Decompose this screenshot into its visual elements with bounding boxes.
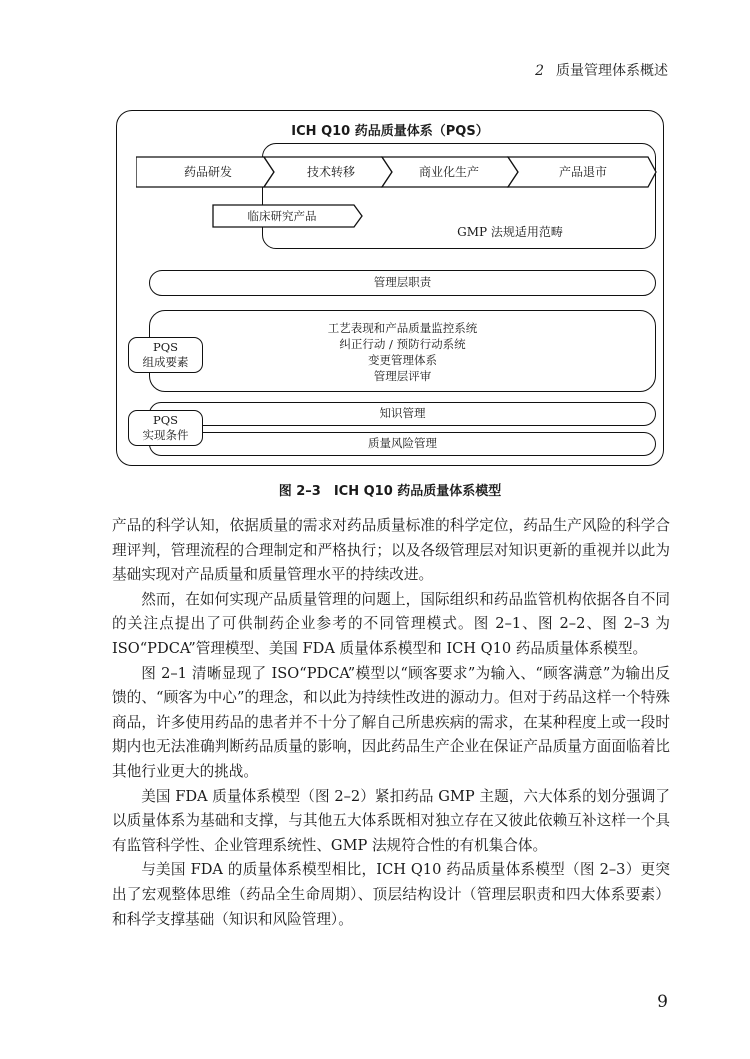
figure-title: ICH Q10 药品质量体系（PQS） (291, 124, 489, 139)
paragraph: 产品的科学认知，依据质量的需求对药品质量标准的科学定位，药品生产风险的科学合理评判，管理流程的合理制定和严格执行；以及各级管理层对知识更新的重视并以此为基础实现对产品质量和质量管理水平的持续改进。 (112, 517, 670, 584)
page-number: 9 (657, 992, 668, 1012)
management-responsibility-bar (149, 270, 656, 296)
paragraph: 美国 FDA 质量体系模型（图 2–2）紧扣药品 GMP 主题，六大体系的划分强调了以质量体系为基础和支撑，与其他五大体系既相对独立存在又彼此依赖互补这样一个具有监管科学性、企业管理系统性、GMP 法规符合性的有机集合体。 (112, 787, 670, 854)
pqs-components-label-2: 组成要素 (142, 355, 189, 369)
pqs-element-3: 变更管理体系 (368, 353, 437, 367)
figure-caption: 图 2–3 ICH Q10 药品质量体系模型 (278, 484, 502, 499)
pqs-components-label-1: PQS (152, 340, 179, 354)
chapter-number: 2 (535, 63, 544, 79)
chapter-title: 质量管理体系概述 (556, 63, 668, 79)
gmp-scope-label: GMP 法规适用范畴 (457, 225, 563, 239)
pqs-elements-box (149, 310, 656, 392)
pqs-element-4: 管理层评审 (373, 369, 432, 383)
pqs-enablers-box (128, 410, 203, 446)
quality-risk-management-label: 质量风险管理 (368, 436, 437, 450)
stage-tech-transfer: 技术转移 (306, 165, 355, 179)
knowledge-management-bar (149, 402, 656, 426)
pqs-element-1: 工艺表现和产品质量监控系统 (327, 321, 478, 335)
quality-risk-management-bar (149, 432, 656, 456)
management-responsibility-label: 管理层职责 (373, 275, 432, 289)
paragraph: 与美国 FDA 的质量体系模型相比，ICH Q10 药品质量体系模型（图 2–3）更突出了宏观整体思维（药品全生命周期）、顶层结构设计（管理层职责和四大体系要素）和科学支撑基础（知识和风险管理）。 (112, 861, 670, 928)
running-header (535, 60, 668, 80)
pqs-element-2: 纠正行动 / 预防行动系统 (339, 337, 466, 351)
pqs-enablers-label-1: PQS (152, 413, 179, 427)
stage-commercial: 商业化生产 (418, 165, 479, 179)
stage-rd: 药品研发 (183, 165, 232, 179)
knowledge-management-label: 知识管理 (379, 406, 426, 420)
clinical-label: 临床研究产品 (247, 209, 317, 223)
stage-discontinuation: 产品退市 (558, 165, 607, 179)
paragraph: 然而，在如何实现产品质量管理的问题上，国际组织和药品监管机构依据各自不同的关注点提出了可供制药企业参考的不同管理模式。图 2–1、图 2–2、图 2–3 为 ISO“PDCA”管理模型、美国 FDA 质量体系模型和 ICH Q10 药品质量体系模型。 (112, 590, 670, 657)
paragraph: 图 2–1 清晰显现了 ISO“PDCA”模型以“顾客要求”为输入、“顾客满意”为输出反馈的、“顾客为中心”的理念，和以此为持续性改进的源动力。但对于药品这样一个特殊商品，许多使用药品的患者并不十分了解自己所患疾病的需求，在某种程度上或一段时期内也无法准确判断药品质量的影响，因此药品生产企业在保证产品质量方面面临着比其他行业更大的挑战。 (112, 664, 670, 780)
pqs-components-box (128, 337, 203, 373)
body-text (112, 514, 670, 932)
pqs-enablers-label-2: 实现条件 (142, 428, 189, 442)
